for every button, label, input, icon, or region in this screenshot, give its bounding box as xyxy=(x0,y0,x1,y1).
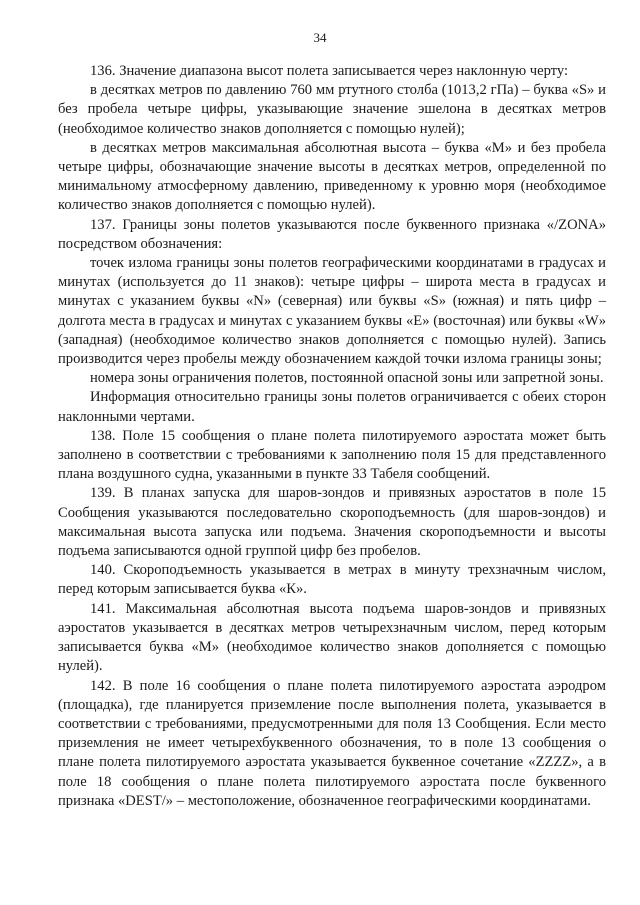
paragraph-140: 140. Скороподъемность указывается в метрах в минуту трехзначным числом, перед которым записывается буква «К». xyxy=(58,562,606,598)
paragraph-137-item-1: точек излома границы зоны полетов географическими координатами в градусах и минутах (используется до 11 знаков): четыре цифры – широта места в градусах и минутах с указанием буквы «N» (северная) или буквы «S» (южная) и пять цифр – долгота места в градусах и минутах с указанием буквы «Е» (восточная) или буквы «W» (западная) (необходимое количество знаков дополняется с помощью нулей). Запись производится через пробелы между обозначением каждой точки излома границы зоны; xyxy=(58,255,606,368)
paragraph-136-item-2: в десятках метров максимальная абсолютная высота – буква «М» и без пробела четыре цифры, обозначающие значение высоты в десятках метров, определенной по минимальному атмосферному давлению, приведенному к уровню моря (необходимое количество знаков дополняется с помощью нулей). xyxy=(58,139,606,214)
paragraph-138: 138. Поле 15 сообщения о плане полета пилотируемого аэростата может быть заполнено в соответствии с требованиями к заполнению поля 15 для представленного плана воздушного судна, указанными в пункте 33 Табеля сообщений. xyxy=(58,427,606,483)
paragraph-137-note: Информация относительно границы зоны полетов ограничивается с обеих сторон наклонными чертами. xyxy=(58,389,606,425)
paragraph-139: 139. В планах запуска для шаров-зондов и привязных аэростатов в поле 15 Сообщения указываются последовательно скороподъемность (для шаров-зондов) и максимальная высота запуска или подъема. Значения скороподъемности и высоты подъема записываются одной группой цифр без пробелов. xyxy=(58,485,606,560)
paragraph-136-item-1: в десятках метров по давлению 760 мм ртутного столба (1013,2 гПа) – буква «S» и без пробела четыре цифры, указывающие значение эшелона в десятках метров (необходимое количество знаков дополняется с помощью нулей); xyxy=(58,82,606,137)
document-body xyxy=(58,62,606,811)
paragraph-141: 141. Максимальная абсолютная высота подъема шаров-зондов и привязных аэростатов указывается в десятках метров четырехзначным числом, перед которым записывается буква «М» (необходимое количество знаков дополняется с помощью нулей). xyxy=(58,600,606,675)
paragraph-142: 142. В поле 16 сообщения о плане полета пилотируемого аэростата аэродром (площадка), где планируется приземление после выполнения полета, указывается в соответствии с требованиями, предусмотренными для поля 13 Сообщения. Если место приземления не имеет четырехбуквенного обозначения, то в поле 13 сообщения о плане полета пилотируемого аэростата указывается буквенное сочетание «ZZZZ», а в поле 18 сообщения о плане полета пилотируемого аэростата после буквенного признака «DEST/» – местоположение, обозначенное географическими координатами. xyxy=(58,677,606,809)
page-number: 34 xyxy=(313,30,327,45)
paragraph-137-item-2: номера зоны ограничения полетов, постоянной опасной зоны или запретной зоны. xyxy=(90,370,604,387)
paragraph-137: 137. Границы зоны полетов указываются после буквенного признака «/ZONA» посредством обозначения: xyxy=(58,216,606,252)
paragraph-136: 136. Значение диапазона высот полета записывается через наклонную черту: xyxy=(90,63,569,79)
